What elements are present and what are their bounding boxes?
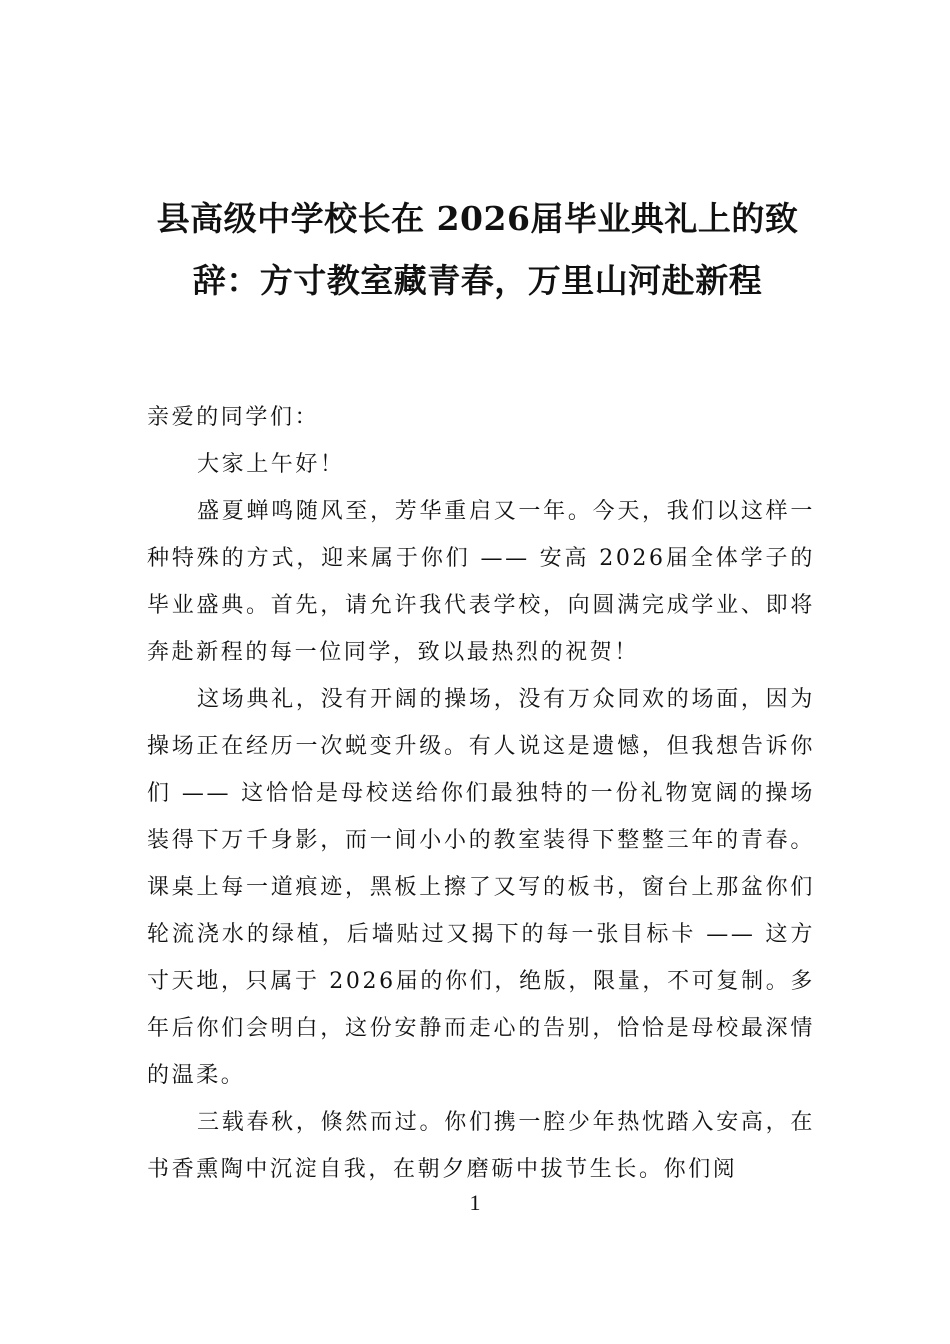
page-number: 1 [469, 1190, 481, 1215]
paragraph-greeting: 大家上午好！ [197, 452, 345, 477]
paragraph-congratulations: 盛夏蝉鸣随风至，芳华重启又一年。今天，我们以这样一种特殊的方式，迎来属于你们 —— 安高 2026届全体学子的毕业盛典。首先，请允许我代表学校，向圆满完成学业、即将奔赴新程的每一位同学，致以最热烈的祝贺！ [147, 499, 815, 665]
document-body [147, 394, 815, 1193]
paragraph-classroom: 这场典礼，没有开阔的操场，没有万众同欢的场面，因为操场正在经历一次蜕变升级。有人说这是遗憾，但我想告诉你们 —— 这恰恰是母校送给你们最独特的一份礼物宽阔的操场装得下万千身影，而一间小小的教室装得下整整三年的青春。课桌上每一道痕迹，黑板上擦了又写的板书，窗台上那盆你们轮流浇水的绿植，后墙贴过又揭下的每一张目标卡 —— 这方寸天地，只属于 2026届的你们，绝版，限量，不可复制。多年后你们会明白，这份安静而走心的告别，恰恰是母校最深情的温柔。 [147, 687, 815, 1088]
salutation: 亲爱的同学们： [147, 405, 320, 430]
document-title: 县高级中学校长在 2026届毕业典礼上的致辞：方寸教室藏青春，万里山河赴新程 [156, 199, 799, 300]
paragraph-three-years: 三载春秋，倏然而过。你们携一腔少年热忱踏入安高，在书香熏陶中沉淀自我，在朝夕磨砺中拔节生长。你们阅 [147, 1110, 815, 1182]
